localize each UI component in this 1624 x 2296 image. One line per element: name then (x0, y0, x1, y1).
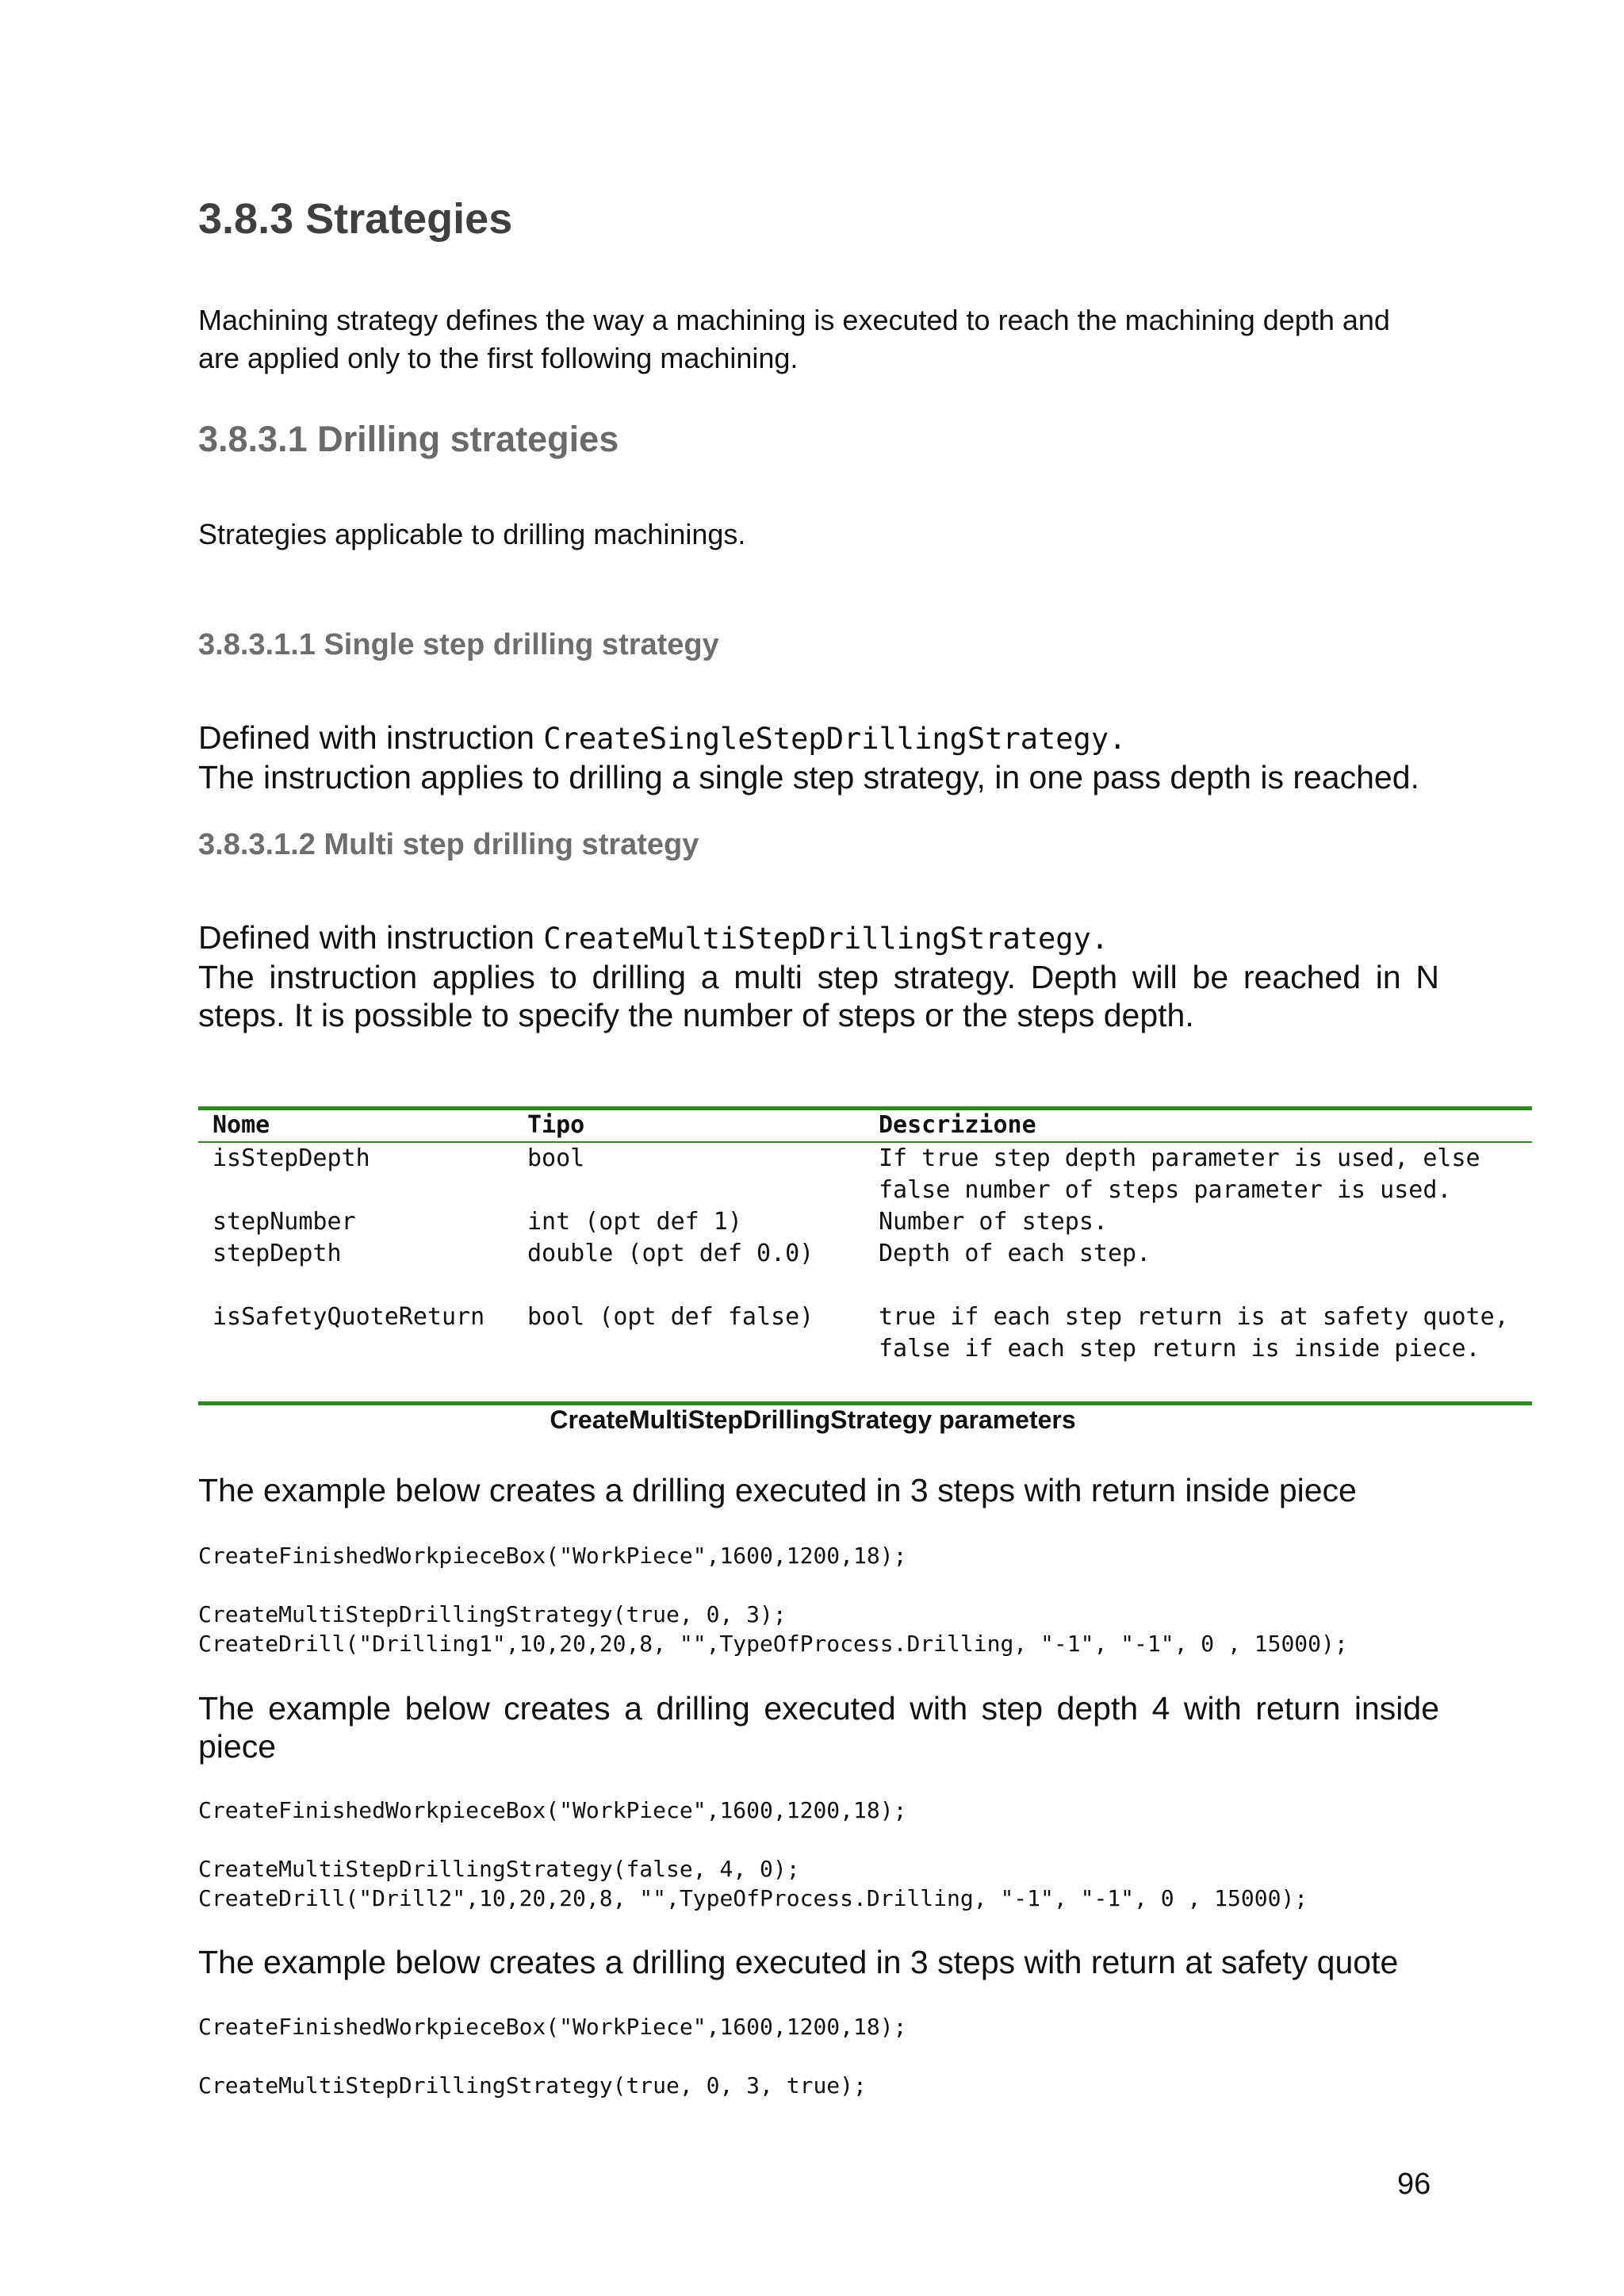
drilling-strategies-intro: Strategies applicable to drilling machinings. (198, 518, 746, 550)
example-3-text: The example below creates a drilling executed in 3 steps with return at safety quote (198, 1944, 1399, 1980)
table-caption: CreateMultiStepDrillingStrategy parameters (550, 1405, 1076, 1434)
table-cell-desc: If true step depth parameter is used, else false number of steps parameter is used. (879, 1144, 1480, 1204)
page-number: 96 (1397, 2168, 1431, 2201)
single-step-title: 3.8.3.1.1 Single step drilling strategy (198, 628, 719, 661)
table-cell-name: stepNumber (213, 1208, 356, 1236)
drilling-strategies-title: 3.8.3.1 Drilling strategies (198, 419, 619, 459)
multi-step-instruction: CreateMultiStepDrillingStrategy. (543, 922, 1109, 956)
table-header-tipo: Tipo (527, 1111, 585, 1139)
table-cell-name: isStepDepth (213, 1144, 370, 1172)
section-title: 3.8.3 Strategies (198, 195, 513, 243)
multi-step-paragraph (198, 918, 1439, 1034)
example-2-text: The example below creates a drilling executed with step depth 4 with return inside piece (198, 1690, 1439, 1765)
table-cell-name: isSafetyQuoteReturn (213, 1303, 485, 1331)
example-2-code: CreateFinishedWorkpieceBox("WorkPiece",1600,1200,18); CreateMultiStepDrillingStrategy(false, 4, 0); CreateDrill("Drill2",10,20,20,8, "",TypeOfProcess.Drilling, "-1", "-1", 0 , 15000); (198, 1797, 1308, 1911)
table-cell-type: int (opt def 1) (527, 1208, 742, 1236)
single-step-defined-prefix: Defined with instruction (198, 719, 534, 756)
table-cell-type: double (opt def 0.0) (527, 1240, 814, 1267)
multi-step-title: 3.8.3.1.2 Multi step drilling strategy (198, 828, 699, 861)
example-1-code: CreateFinishedWorkpieceBox("WorkPiece",1600,1200,18); CreateMultiStepDrillingStrategy(true, 0, 3); CreateDrill("Drilling1",10,20,20,8, "",TypeOfProcess.Drilling, "-1", "-1", 0 , 15000); (198, 1543, 1348, 1657)
example-1-text: The example below creates a drilling executed in 3 steps with return inside piece (198, 1472, 1357, 1508)
table-cell-name: stepDepth (213, 1240, 342, 1267)
table-header-nome: Nome (213, 1111, 270, 1139)
single-step-instruction: CreateSingleStepDrillingStrategy. (543, 722, 1127, 756)
table-cell-desc: Number of steps. (879, 1208, 1108, 1236)
single-step-description: The instruction applies to drilling a single step strategy, in one pass depth is reached. (198, 759, 1419, 795)
table-cell-type: bool (opt def false) (527, 1303, 814, 1331)
table-cell-desc: true if each step return is at safety quote, false if each step return is inside piece. (879, 1303, 1509, 1363)
section-intro: Machining strategy defines the way a machining is executed to reach the machining depth and are applied only to the first following machining. (198, 304, 1390, 374)
table-cell-desc: Depth of each step. (879, 1240, 1151, 1267)
table-cell-type: bool (527, 1144, 585, 1172)
multi-step-defined-prefix: Defined with instruction (198, 919, 534, 956)
table-header-descrizione: Descrizione (879, 1111, 1036, 1139)
single-step-paragraph (198, 719, 1439, 796)
example-3-code: CreateFinishedWorkpieceBox("WorkPiece",1600,1200,18); CreateMultiStepDrillingStrategy(true, 0, 3, true); (198, 2014, 907, 2099)
multi-step-description: The instruction applies to drilling a multi step strategy. Depth will be reached in N steps. It is possible to specify the number of steps or the steps depth. (198, 959, 1439, 1033)
